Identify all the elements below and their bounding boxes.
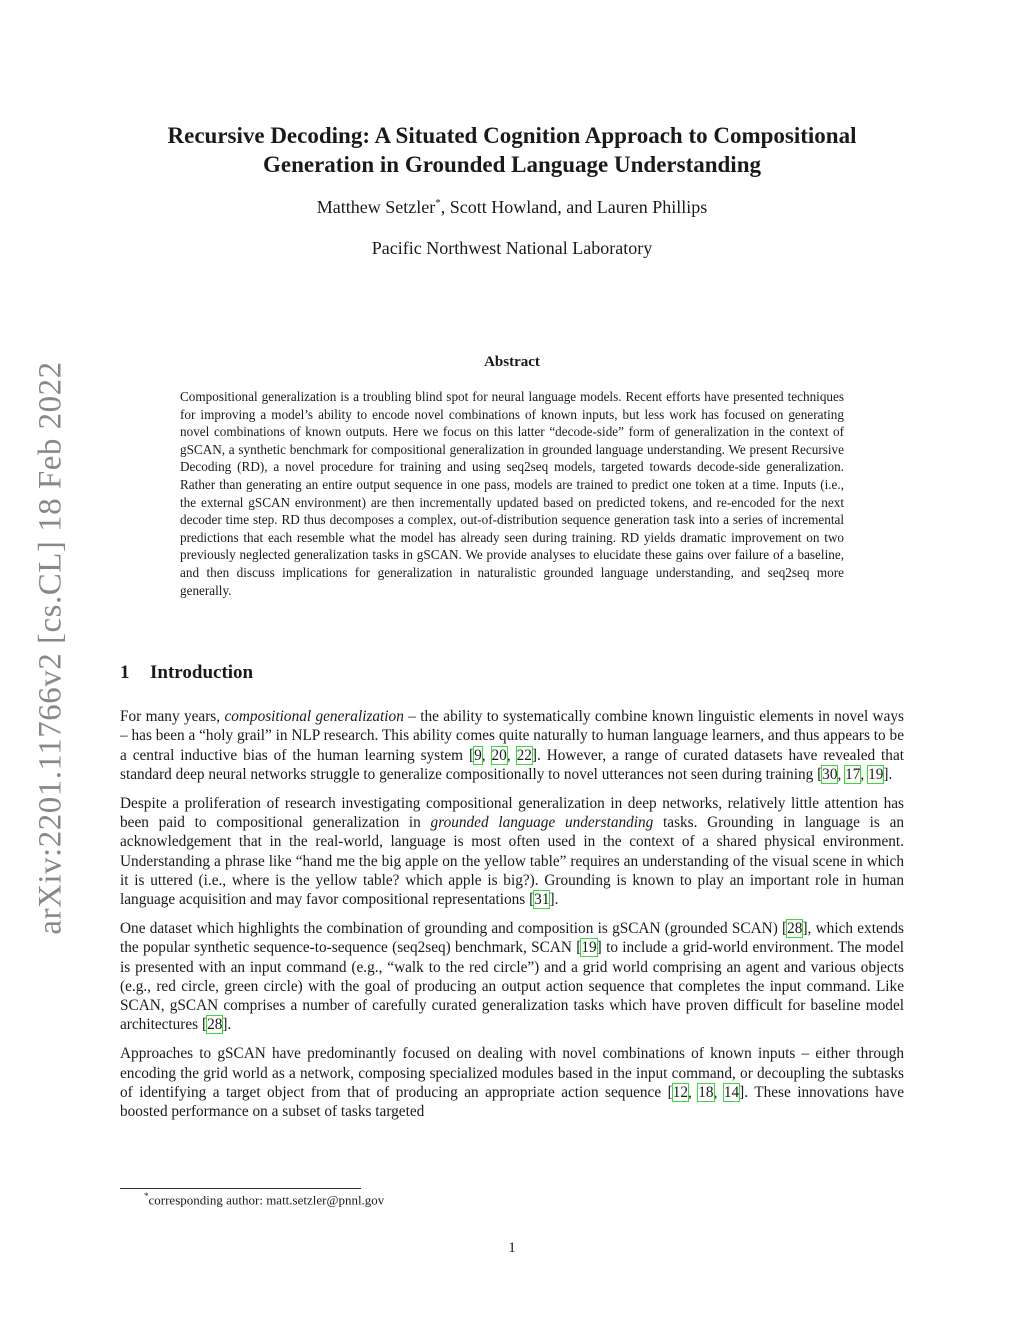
other-authors: , Scott Howland, and Lauren Phillips xyxy=(440,197,708,217)
abstract-text: Compositional generalization is a troubling blind spot for neural language models. Recent efforts have presented techniques for improving a model’s ability to encode novel combinations of known inputs, but less work has focused on generating novel combinations of known outputs. Here we focus on this latter “decode-side” form of generalization in the context of gSCAN, a synthetic benchmark for compositional generalization in grounded language understanding. We present Recursive Decoding (RD), a novel procedure for training and using seq2seq models, targeted towards decode-side generalization. Rather than generating an entire output sequence in one pass, models are trained to predict one token at a time. Inputs (i.e., the external gSCAN environment) are then incrementally updated based on predicted tokens, and re-encoded for the next decoder time step. RD thus decomposes a complex, out-of-distribution sequence generation task into a series of incremental predictions that each resemble what the model has already seen during training. RD yields dramatic improvement on two previously neglected generalization tasks in gSCAN. We provide analyses to elucidate these gains over failure of a baseline, and then discuss implications for generalization in naturalistic grounded language understanding, and seq2seq more generally. xyxy=(180,389,844,598)
emphasis: grounded language understanding xyxy=(430,813,654,831)
text-run: ]. xyxy=(222,1016,232,1034)
citation-link[interactable]: 19 xyxy=(868,765,884,783)
affiliation: Pacific Northwest National Laboratory xyxy=(371,238,653,258)
author-footnote-mark[interactable]: * xyxy=(435,197,441,209)
citation-link[interactable]: 22 xyxy=(516,746,532,764)
citation-link[interactable]: 30 xyxy=(822,765,838,783)
section-number: 1 xyxy=(120,662,130,683)
section-heading xyxy=(120,662,253,684)
citation-link[interactable]: 28 xyxy=(787,919,803,937)
text-run: tasks. Grounding in language is an acknowledgement that in the real-world, language is most often used in the context of a shared physical environment. Understanding a phrase like “hand me the big apple on the yellow table” requires an understanding of the visual scene in which it is uttered (i.e., where is the yellow table? which apple is big?). Grounding is known to play an important role in human language acquisition and may favor compositional representations [ xyxy=(120,813,905,909)
text-run: – the ability to systematically combine known linguistic elements in novel ways – has been a “holy grail” in NLP research. This ability comes quite naturally to human language learners, and thus appears to be a central inductive bias of the human learning system [ xyxy=(120,708,904,764)
text-run: ]. xyxy=(549,891,559,909)
text-run: One dataset which highlights the combination of grounding and composition is gSCAN (grounded SCAN) [ xyxy=(120,919,788,937)
citation-link[interactable]: 19 xyxy=(581,939,597,957)
citation-link[interactable]: 14 xyxy=(723,1083,740,1101)
title-line-2: Generation in Grounded Language Understanding xyxy=(262,152,761,177)
paragraph-2 xyxy=(120,794,904,910)
text-run: ]. These innovations have boosted performance on a subset of tasks targeted xyxy=(120,1083,904,1121)
citation-link[interactable]: 12 xyxy=(672,1083,688,1101)
text-run: For many years, xyxy=(120,708,225,725)
paragraph-1: For many years, compositional generalization – the ability to systematically combine known linguistic elements in novel ways – has been a “holy grail” in NLP research. This ability comes quite naturally to human language learners, and thus appears to be a central inductive bias of the human learning system [9, 20, 22]. However, a range of curated datasets have revealed that standard deep neural networks struggle to generalize compositionally to novel utterances not seen during training [30, 17, 19]. xyxy=(120,708,904,783)
section-title: Introduction xyxy=(150,662,254,683)
text-run: ], which extends the popular synthetic sequence-to-sequence (seq2seq) benchmark, SCAN [ xyxy=(120,919,904,957)
text-run: ]. xyxy=(883,765,893,783)
arxiv-sidebar xyxy=(26,355,76,940)
paper-title xyxy=(120,121,904,179)
citation-link[interactable]: 18 xyxy=(698,1083,714,1101)
footnote-divider xyxy=(120,1188,361,1189)
text-run: Despite a proliferation of research investigating compositional generalization in deep networks, relatively little attention has been paid to compositional generalization in xyxy=(120,794,904,831)
citation-link[interactable]: 17 xyxy=(845,765,861,783)
intro-body xyxy=(120,707,904,1131)
footnote-text: corresponding author: matt.setzler@pnnl.gov xyxy=(148,1192,385,1208)
page-number: 1 xyxy=(508,1240,516,1256)
footnote xyxy=(144,1191,384,1208)
citation-link[interactable]: 28 xyxy=(207,1016,223,1034)
title-line-1: Recursive Decoding: A Situated Cognition Approach to Compositional xyxy=(167,123,857,148)
citation-link[interactable]: 31 xyxy=(534,891,550,909)
arxiv-identifier: arXiv:2201.11766v2 [cs.CL] 18 Feb 2022 xyxy=(32,360,69,935)
citation-link[interactable]: 9 xyxy=(474,746,482,764)
text-run: Approaches to gSCAN have predominantly focused on dealing with novel combinations of known inputs – either through encoding the grid world as a network, composing specialized modules based in the input command, or decoupling the subtasks of identifying a target object from that of producing an appropriate action sequence [ xyxy=(120,1045,904,1101)
paragraph-4: Approaches to gSCAN have predominantly focused on dealing with novel combinations of known inputs – either through encoding the grid world as a network, composing specialized modules based in the input command, or decoupling the subtasks of identifying a target object from that of producing an appropriate action sequence [12, 18, 14]. These innovations have boosted performance on a subset of tasks targeted xyxy=(120,1045,904,1121)
text-run: ] to include a grid-world environment. The model is presented with an input command (e.g., “walk to the red circle”) and a grid world comprising an agent and various objects (e.g., red circle, green circle) with the goal of producing an output action sequence that completes the input command. Like SCAN, gSCAN comprises a number of carefully curated generalization tasks which have proven difficult for baseline model architectures [ xyxy=(120,939,904,1034)
footnote-mark: * xyxy=(144,1191,149,1201)
citation-link[interactable]: 20 xyxy=(491,746,507,764)
author-1: Matthew Setzler xyxy=(316,197,436,217)
paragraph-3 xyxy=(120,919,904,1035)
emphasis: compositional generalization xyxy=(224,708,404,725)
abstract-heading: Abstract xyxy=(484,354,540,370)
text-run: ]. However, a range of curated datasets have revealed that standard deep neural networks struggle to generalize compositionally to novel utterances not seen during training [ xyxy=(120,746,904,783)
author-list xyxy=(120,197,904,218)
